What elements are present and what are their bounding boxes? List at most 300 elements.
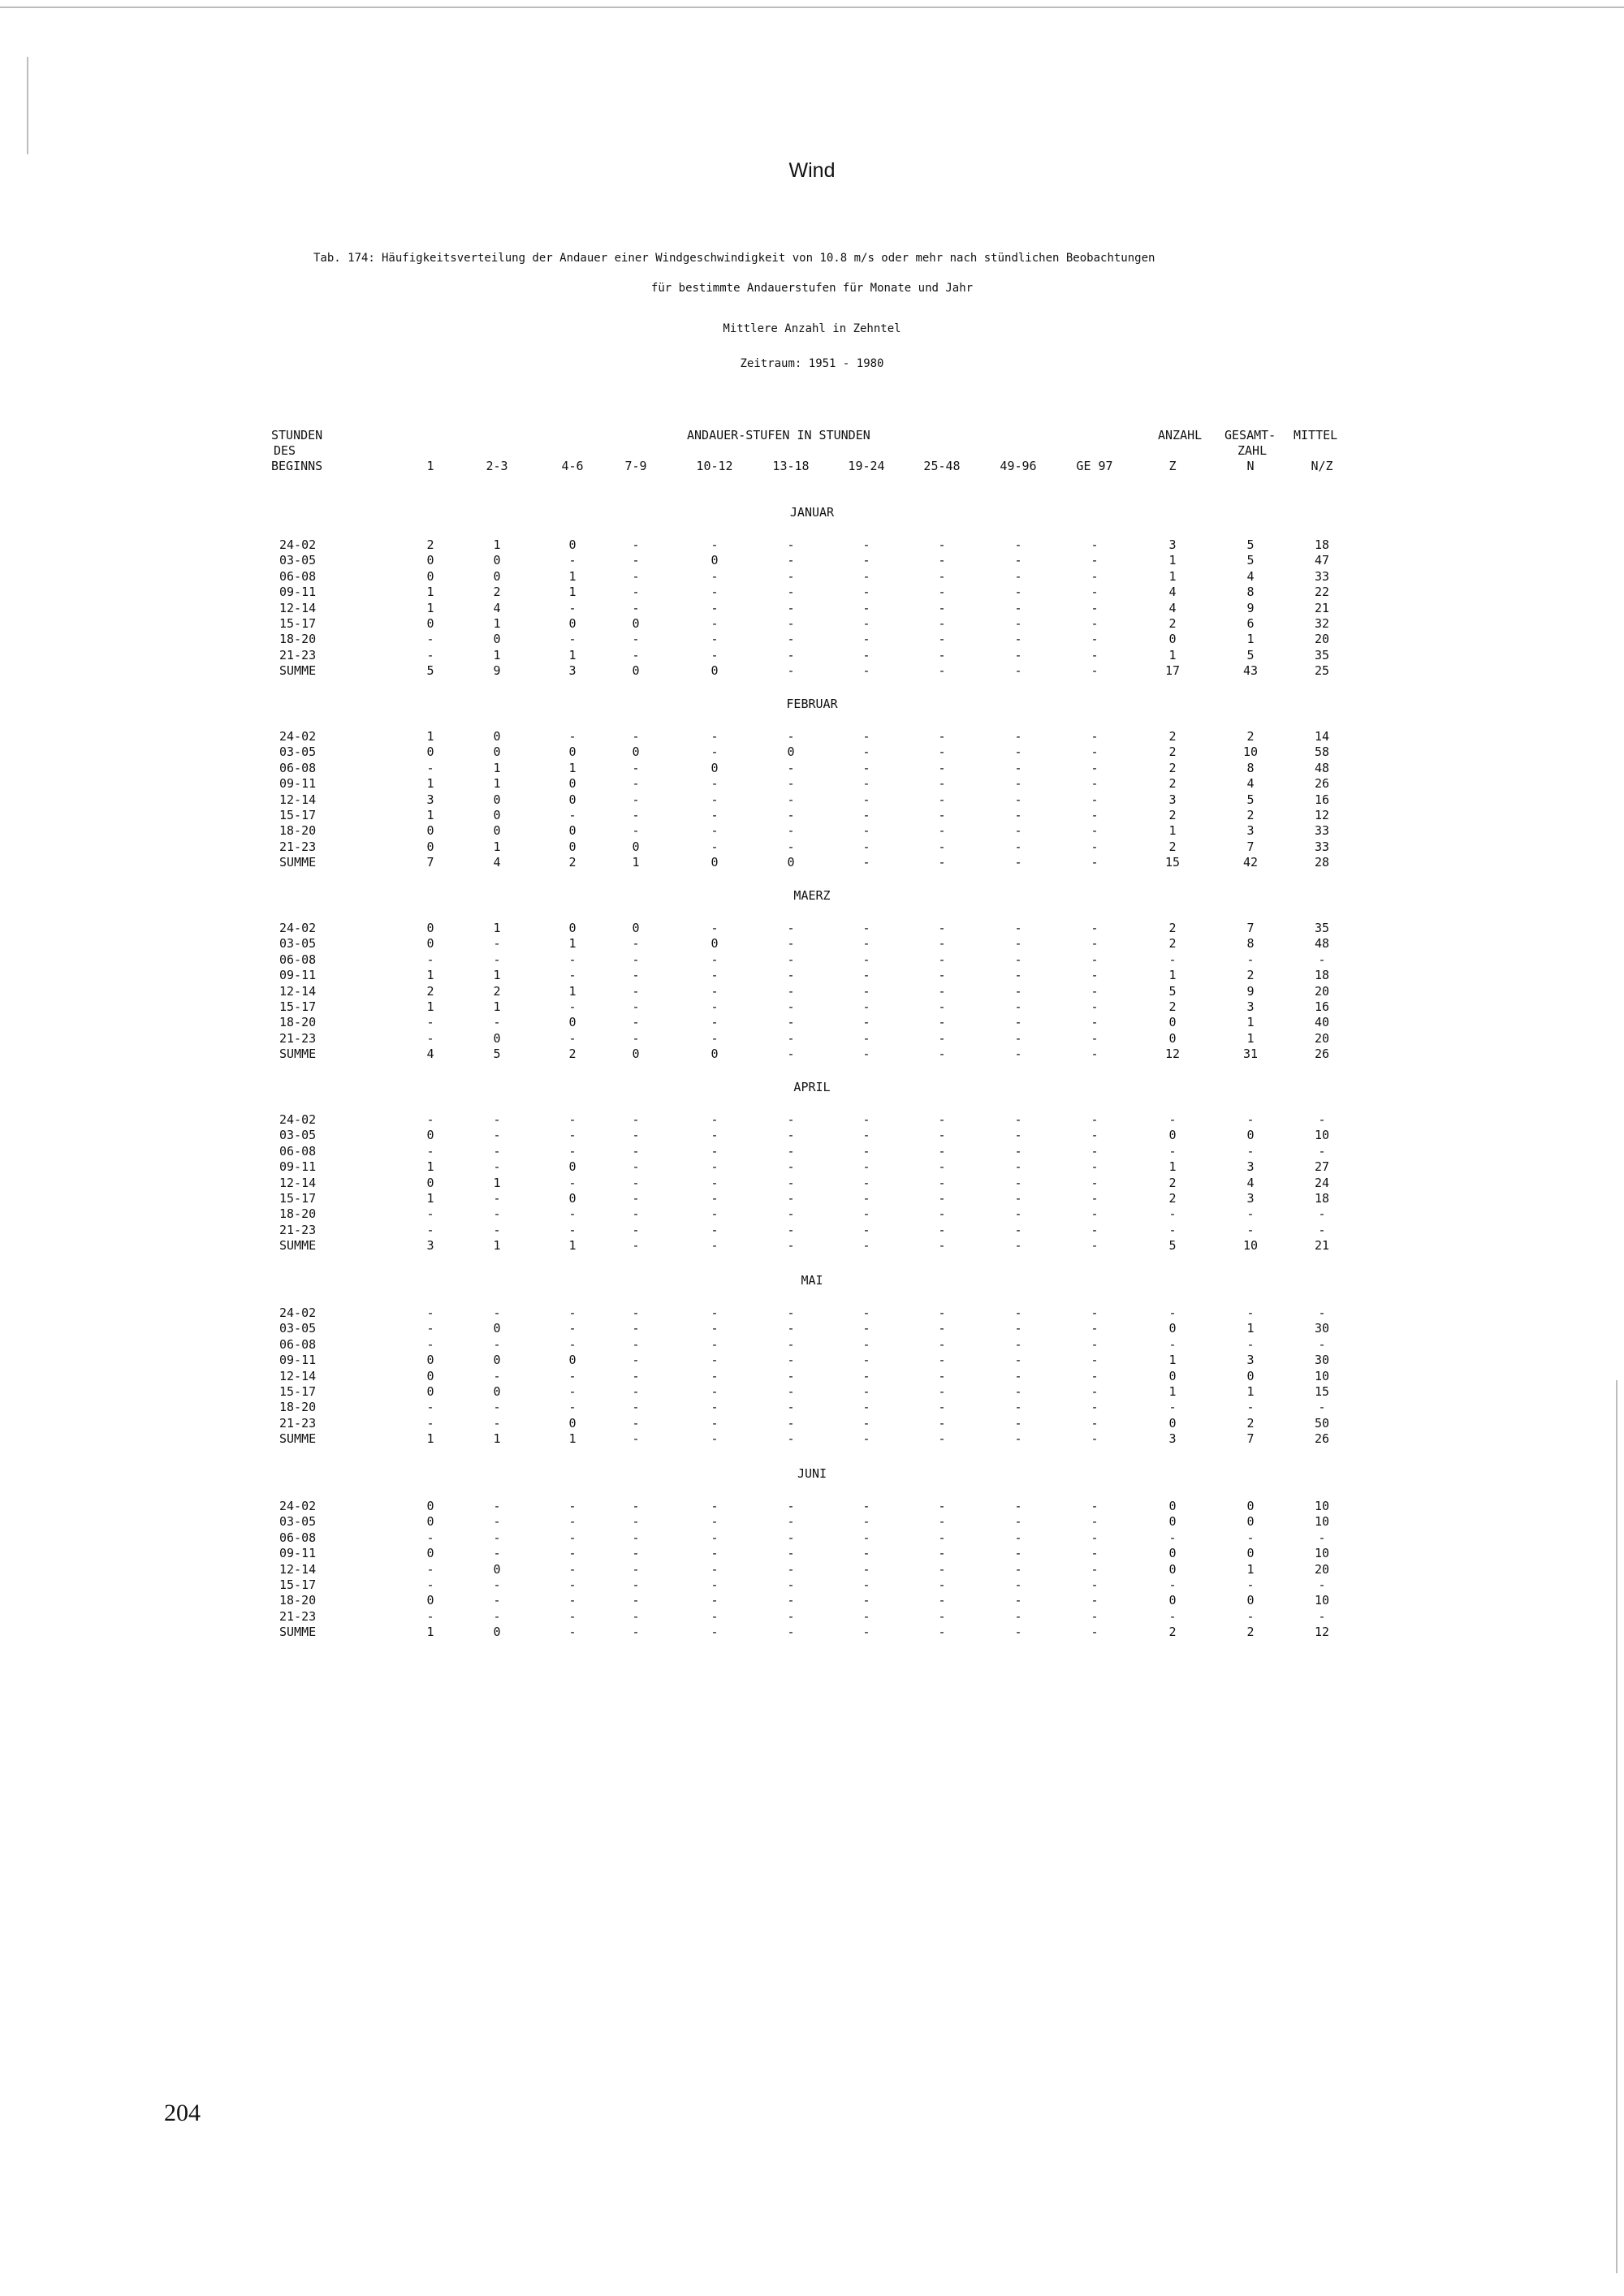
page-title: Wind xyxy=(788,159,836,182)
table-cell: 10 xyxy=(1314,1499,1330,1513)
table-cell: - xyxy=(710,585,719,600)
table-cell: - xyxy=(938,1625,946,1640)
header-beginns: BEGINNS xyxy=(271,459,323,473)
header-des: DES xyxy=(274,443,296,458)
table-cell: - xyxy=(1014,616,1022,631)
table-cell: 15 xyxy=(1164,855,1181,870)
table-cell: - xyxy=(1014,1175,1022,1190)
table-cell: - xyxy=(710,1577,719,1592)
table-cell: 3 xyxy=(1246,1191,1255,1206)
table-cell: 4 xyxy=(1168,585,1177,600)
table-cell: - xyxy=(1318,1306,1326,1320)
table-cell: - xyxy=(568,1530,577,1545)
table-cell: - xyxy=(710,1625,719,1640)
table-cell: 0 xyxy=(1168,1321,1177,1336)
table-cell: 0 xyxy=(426,1593,434,1608)
table-cell: - xyxy=(632,999,640,1014)
table-cell: 0 xyxy=(710,760,719,775)
table-cell: 1 xyxy=(568,568,577,584)
row-label: 09-11 xyxy=(279,585,317,600)
table-cell: - xyxy=(787,1306,795,1320)
table-cell: - xyxy=(862,1384,870,1399)
table-cell: 40 xyxy=(1314,1015,1330,1030)
table-cell: - xyxy=(632,1112,640,1127)
table-cell: - xyxy=(938,792,946,807)
table-cell: - xyxy=(787,968,795,983)
table-cell: - xyxy=(568,1222,577,1237)
table-cell: - xyxy=(1318,952,1326,967)
table-cell: 27 xyxy=(1314,1159,1330,1175)
table-cell: 0 xyxy=(1168,1514,1177,1530)
table-cell: - xyxy=(1014,1336,1022,1352)
table-cell: - xyxy=(632,632,640,647)
table-cell: - xyxy=(787,1128,795,1143)
table-cell: - xyxy=(862,1625,870,1640)
table-cell: - xyxy=(1246,1143,1255,1159)
table-cell: - xyxy=(787,808,795,822)
table-cell: 1 xyxy=(493,999,501,1014)
table-cell: 1 xyxy=(632,855,640,870)
table-cell: - xyxy=(938,1431,946,1447)
table-cell: 48 xyxy=(1314,936,1330,952)
table-cell: 2 xyxy=(1168,776,1177,792)
scan-left-edge xyxy=(27,57,28,154)
table-cell: - xyxy=(493,1159,501,1175)
table-cell: 5 xyxy=(1246,537,1255,552)
table-cell: 3 xyxy=(1168,792,1177,807)
table-cell: 0 xyxy=(426,1353,434,1368)
table-cell: 5 xyxy=(1246,792,1255,807)
table-cell: - xyxy=(787,1321,795,1336)
table-cell: - xyxy=(938,537,946,552)
table-cell: - xyxy=(426,1336,434,1352)
column-header: 25-48 xyxy=(923,459,961,473)
table-cell: 21 xyxy=(1314,1238,1330,1254)
row-label: 15-17 xyxy=(279,808,317,822)
table-cell: 1 xyxy=(568,936,577,952)
table-cell: - xyxy=(787,1593,795,1608)
table-cell: - xyxy=(938,1577,946,1592)
table-cell: 9 xyxy=(1246,600,1255,615)
table-cell: 3 xyxy=(1246,999,1255,1014)
table-cell: - xyxy=(632,1561,640,1577)
table-cell: - xyxy=(787,1415,795,1431)
table-cell: - xyxy=(426,1561,434,1577)
table-cell: - xyxy=(938,1222,946,1237)
table-cell: - xyxy=(1014,1222,1022,1237)
table-cell: - xyxy=(493,936,501,952)
table-cell: - xyxy=(862,1206,870,1222)
table-cell: - xyxy=(710,1015,719,1030)
table-cell: 8 xyxy=(1246,760,1255,775)
table-cell: - xyxy=(568,1593,577,1608)
column-header: 49-96 xyxy=(1000,459,1037,473)
scan-top-border xyxy=(0,6,1624,8)
table-cell: - xyxy=(1091,647,1099,662)
row-label: 21-23 xyxy=(279,1608,317,1624)
row-label: 18-20 xyxy=(279,1400,317,1415)
table-cell: - xyxy=(1014,1191,1022,1206)
table-cell: - xyxy=(493,1015,501,1030)
column-header: 4-6 xyxy=(561,459,584,473)
table-cell: - xyxy=(568,1608,577,1624)
table-cell: - xyxy=(938,632,946,647)
table-cell: - xyxy=(787,600,795,615)
table-cell: 10 xyxy=(1314,1128,1330,1143)
table-cell: 2 xyxy=(1246,729,1255,744)
table-cell: 30 xyxy=(1314,1353,1330,1368)
table-cell: - xyxy=(1014,729,1022,744)
table-cell: 47 xyxy=(1314,553,1330,568)
table-cell: - xyxy=(1091,1143,1099,1159)
table-cell: - xyxy=(938,1238,946,1254)
table-cell: 0 xyxy=(426,839,434,854)
table-cell: 7 xyxy=(1246,921,1255,935)
table-cell: - xyxy=(1091,1415,1099,1431)
table-cell: 0 xyxy=(1246,1546,1255,1561)
table-cell: - xyxy=(710,952,719,967)
table-cell: 3 xyxy=(1246,1159,1255,1175)
table-cell: - xyxy=(1014,792,1022,807)
table-cell: - xyxy=(862,1561,870,1577)
table-cell: - xyxy=(1091,1530,1099,1545)
table-cell: - xyxy=(787,729,795,744)
table-cell: - xyxy=(1168,1577,1177,1592)
table-cell: - xyxy=(710,647,719,662)
table-cell: - xyxy=(710,839,719,854)
table-cell: - xyxy=(493,1128,501,1143)
table-cell: - xyxy=(632,1159,640,1175)
table-cell: - xyxy=(1168,1608,1177,1624)
table-cell: - xyxy=(1014,1112,1022,1127)
table-cell: - xyxy=(1318,1608,1326,1624)
table-cell: - xyxy=(938,921,946,935)
table-cell: - xyxy=(938,1561,946,1577)
table-cell: - xyxy=(862,1431,870,1447)
table-cell: 0 xyxy=(568,776,577,792)
table-cell: - xyxy=(1014,537,1022,552)
table-cell: - xyxy=(938,1400,946,1415)
table-cell: 0 xyxy=(426,823,434,839)
table-cell: - xyxy=(938,1514,946,1530)
table-cell: 0 xyxy=(710,1047,719,1062)
table-cell: - xyxy=(1091,936,1099,952)
month-heading: FEBRUAR xyxy=(786,697,838,711)
table-cell: 0 xyxy=(1168,1128,1177,1143)
table-cell: - xyxy=(632,1336,640,1352)
row-label: 15-17 xyxy=(279,1384,317,1399)
table-cell: 2 xyxy=(1168,808,1177,822)
table-cell: - xyxy=(1091,1400,1099,1415)
table-cell: - xyxy=(1168,1206,1177,1222)
table-cell: 5 xyxy=(1246,553,1255,568)
table-cell: 1 xyxy=(1168,968,1177,983)
table-cell: - xyxy=(1091,999,1099,1014)
table-cell: 14 xyxy=(1314,729,1330,744)
row-label: 21-23 xyxy=(279,1415,317,1431)
table-cell: - xyxy=(938,1128,946,1143)
table-cell: - xyxy=(1318,1400,1326,1415)
row-label: 21-23 xyxy=(279,1222,317,1237)
table-cell: - xyxy=(1014,600,1022,615)
table-cell: - xyxy=(862,537,870,552)
table-cell: 0 xyxy=(568,537,577,552)
table-cell: - xyxy=(938,1353,946,1368)
table-cell: - xyxy=(568,1206,577,1222)
row-label: 24-02 xyxy=(279,537,317,552)
table-cell: - xyxy=(710,776,719,792)
table-cell: - xyxy=(1091,1159,1099,1175)
table-cell: 0 xyxy=(1246,1514,1255,1530)
table-cell: - xyxy=(1014,1546,1022,1561)
table-cell: 3 xyxy=(426,792,434,807)
table-cell: - xyxy=(938,600,946,615)
row-label: 15-17 xyxy=(279,1577,317,1592)
table-cell: 2 xyxy=(1168,616,1177,631)
table-cell: - xyxy=(938,999,946,1014)
table-cell: 3 xyxy=(1168,537,1177,552)
table-cell: - xyxy=(1091,537,1099,552)
table-cell: 1 xyxy=(493,1238,501,1254)
table-cell: - xyxy=(862,855,870,870)
table-cell: - xyxy=(1168,1306,1177,1320)
table-cell: - xyxy=(710,600,719,615)
table-cell: - xyxy=(1014,647,1022,662)
table-cell: 0 xyxy=(787,744,795,760)
table-cell: - xyxy=(632,1499,640,1513)
table-cell: 9 xyxy=(493,663,501,679)
table-cell: - xyxy=(862,1030,870,1046)
table-cell: - xyxy=(938,729,946,744)
table-cell: - xyxy=(787,585,795,600)
table-cell: - xyxy=(1091,1431,1099,1447)
table-cell: 7 xyxy=(1246,1431,1255,1447)
table-cell: 1 xyxy=(493,921,501,935)
table-cell: 2 xyxy=(1168,1625,1177,1640)
table-cell: - xyxy=(787,1047,795,1062)
row-label: 12-14 xyxy=(279,792,317,807)
table-cell: - xyxy=(862,1530,870,1545)
table-cell: - xyxy=(938,1415,946,1431)
row-label: 18-20 xyxy=(279,632,317,647)
table-cell: 0 xyxy=(568,823,577,839)
table-cell: 4 xyxy=(1246,568,1255,584)
table-cell: - xyxy=(938,1112,946,1127)
table-cell: - xyxy=(632,1415,640,1431)
table-cell: 7 xyxy=(1246,839,1255,854)
table-cell: 0 xyxy=(568,1015,577,1030)
table-cell: - xyxy=(787,1400,795,1415)
table-cell: 0 xyxy=(493,808,501,822)
row-label: 03-05 xyxy=(279,1321,317,1336)
page-number: 204 xyxy=(164,2100,201,2126)
month-heading: JANUAR xyxy=(789,505,835,520)
table-cell: - xyxy=(568,553,577,568)
caption-line-2: für bestimmte Andauerstufen für Monate und Jahr xyxy=(650,282,974,295)
table-cell: 1 xyxy=(568,1431,577,1447)
table-cell: - xyxy=(938,1384,946,1399)
table-cell: 1 xyxy=(1246,632,1255,647)
row-label: 03-05 xyxy=(279,936,317,952)
table-cell: - xyxy=(862,1353,870,1368)
table-cell: - xyxy=(1014,632,1022,647)
table-cell: - xyxy=(710,1546,719,1561)
table-cell: - xyxy=(1014,936,1022,952)
table-cell: - xyxy=(787,1384,795,1399)
table-cell: - xyxy=(568,729,577,744)
table-cell: - xyxy=(568,1030,577,1046)
table-cell: - xyxy=(710,1353,719,1368)
table-cell: 0 xyxy=(1168,1030,1177,1046)
table-cell: - xyxy=(787,760,795,775)
table-cell: 2 xyxy=(1168,921,1177,935)
table-cell: - xyxy=(1091,1577,1099,1592)
table-cell: 20 xyxy=(1314,1030,1330,1046)
table-cell: 15 xyxy=(1314,1384,1330,1399)
table-cell: - xyxy=(426,647,434,662)
table-cell: - xyxy=(493,1400,501,1415)
table-cell: - xyxy=(787,823,795,839)
table-cell: - xyxy=(493,1530,501,1545)
row-label: 12-14 xyxy=(279,600,317,615)
table-cell: - xyxy=(1091,729,1099,744)
table-cell: - xyxy=(862,1336,870,1352)
table-cell: 31 xyxy=(1242,1047,1259,1062)
table-cell: - xyxy=(426,1530,434,1545)
table-cell: 33 xyxy=(1314,823,1330,839)
header-gesamt: GESAMT- xyxy=(1224,428,1276,442)
column-header: 13-18 xyxy=(772,459,810,473)
table-cell: 2 xyxy=(1168,936,1177,952)
table-cell: 1 xyxy=(426,999,434,1014)
row-label: 24-02 xyxy=(279,921,317,935)
table-cell: - xyxy=(1091,1112,1099,1127)
table-cell: 1 xyxy=(1168,553,1177,568)
table-cell: - xyxy=(787,1336,795,1352)
table-cell: - xyxy=(1318,1206,1326,1222)
table-cell: - xyxy=(1014,1368,1022,1383)
month-heading: MAERZ xyxy=(793,888,831,903)
table-cell: - xyxy=(1014,823,1022,839)
table-cell: - xyxy=(426,760,434,775)
table-cell: - xyxy=(426,952,434,967)
table-cell: - xyxy=(862,1222,870,1237)
table-cell: 2 xyxy=(1168,1191,1177,1206)
table-cell: - xyxy=(938,808,946,822)
table-cell: - xyxy=(632,1222,640,1237)
table-cell: 0 xyxy=(426,921,434,935)
table-cell: 16 xyxy=(1314,999,1330,1014)
row-label: 24-02 xyxy=(279,1499,317,1513)
table-cell: 1 xyxy=(426,808,434,822)
row-label: 12-14 xyxy=(279,1368,317,1383)
table-cell: 2 xyxy=(493,983,501,999)
table-cell: - xyxy=(862,952,870,967)
table-cell: - xyxy=(1091,1336,1099,1352)
table-cell: 1 xyxy=(426,600,434,615)
table-cell: - xyxy=(787,1608,795,1624)
table-cell: 0 xyxy=(568,792,577,807)
row-label: 12-14 xyxy=(279,1561,317,1577)
table-cell: - xyxy=(426,1608,434,1624)
table-cell: - xyxy=(710,1499,719,1513)
table-cell: 0 xyxy=(493,1321,501,1336)
table-cell: - xyxy=(938,1608,946,1624)
table-cell: 1 xyxy=(1168,568,1177,584)
table-cell: - xyxy=(787,1222,795,1237)
table-cell: 1 xyxy=(1168,647,1177,662)
table-cell: - xyxy=(787,921,795,935)
scan-right-edge xyxy=(1616,1380,1618,2273)
table-cell: - xyxy=(862,1047,870,1062)
table-cell: - xyxy=(710,1238,719,1254)
table-cell: - xyxy=(938,1321,946,1336)
table-cell: 0 xyxy=(632,616,640,631)
table-cell: - xyxy=(632,1175,640,1190)
table-cell: - xyxy=(862,921,870,935)
table-cell: - xyxy=(710,1191,719,1206)
table-cell: - xyxy=(426,1222,434,1237)
table-cell: - xyxy=(1091,553,1099,568)
column-header: 10-12 xyxy=(696,459,733,473)
table-cell: - xyxy=(1318,1143,1326,1159)
table-cell: - xyxy=(632,1530,640,1545)
table-cell: - xyxy=(710,1336,719,1352)
column-header: N/Z xyxy=(1311,459,1333,473)
table-cell: 4 xyxy=(493,855,501,870)
table-cell: 0 xyxy=(426,1175,434,1190)
table-cell: 0 xyxy=(568,1191,577,1206)
table-cell: - xyxy=(1091,1015,1099,1030)
table-cell: 0 xyxy=(1246,1593,1255,1608)
table-cell: - xyxy=(493,1143,501,1159)
table-cell: - xyxy=(710,537,719,552)
row-label: 03-05 xyxy=(279,744,317,760)
table-cell: - xyxy=(862,1238,870,1254)
table-cell: - xyxy=(862,1112,870,1127)
table-cell: - xyxy=(862,1400,870,1415)
table-cell: - xyxy=(1091,1625,1099,1640)
table-cell: - xyxy=(710,568,719,584)
table-cell: 0 xyxy=(493,553,501,568)
table-label: Tab. 174: xyxy=(313,252,375,265)
row-label: 12-14 xyxy=(279,983,317,999)
table-cell: - xyxy=(938,1546,946,1561)
table-cell: 22 xyxy=(1314,585,1330,600)
table-cell: - xyxy=(493,1577,501,1592)
table-cell: - xyxy=(710,1222,719,1237)
table-cell: - xyxy=(710,1593,719,1608)
table-cell: - xyxy=(1014,1306,1022,1320)
table-cell: 0 xyxy=(632,839,640,854)
table-cell: - xyxy=(787,999,795,1014)
table-cell: 1 xyxy=(1246,1384,1255,1399)
table-cell: 0 xyxy=(568,1159,577,1175)
table-cell: 0 xyxy=(1246,1499,1255,1513)
table-cell: - xyxy=(787,776,795,792)
table-cell: 0 xyxy=(568,839,577,854)
table-cell: - xyxy=(787,1015,795,1030)
table-cell: - xyxy=(1091,968,1099,983)
table-cell: - xyxy=(632,776,640,792)
table-cell: - xyxy=(1091,1321,1099,1336)
table-cell: - xyxy=(1091,663,1099,679)
table-cell: - xyxy=(1246,1400,1255,1415)
table-cell: 2 xyxy=(568,1047,577,1062)
table-cell: - xyxy=(1246,952,1255,967)
table-cell: 0 xyxy=(426,744,434,760)
table-cell: 0 xyxy=(1246,1128,1255,1143)
